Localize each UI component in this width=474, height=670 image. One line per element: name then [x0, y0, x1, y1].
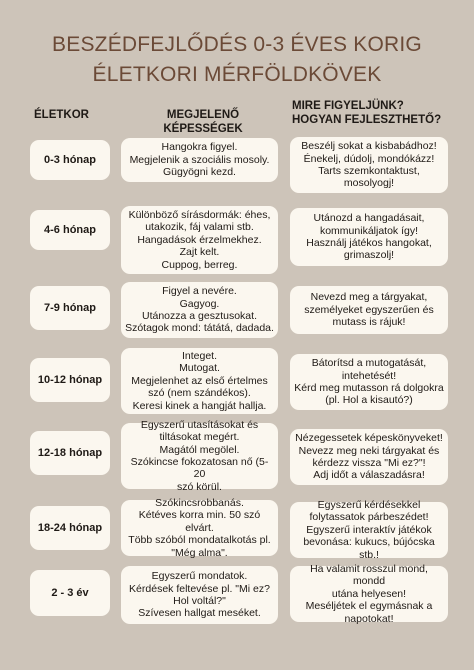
- tips-text: Nézegessetek képeskönyveket! Nevezz meg neki tárgyakat és kérdezz vissza "Mi ez?"! Adj időt a válaszadásra!: [295, 432, 443, 482]
- age-cell: [30, 140, 110, 180]
- tips-text: Ha valamit rosszul mond, mondd utána helyesen! Meséljétek el egymásnak a napotokat!: [305, 562, 433, 625]
- page-title: [0, 30, 474, 90]
- tips-text: Nevezd meg a tárgyakat, személyeket egyszerűen és mutass is rájuk!: [304, 291, 434, 329]
- header-age: ÉLETKOR: [34, 109, 89, 121]
- header-tips: MIRE FIGYELJÜNK? HOGYAN FEJLESZTHETŐ?: [292, 100, 442, 126]
- tips-cell: [290, 286, 448, 334]
- age-label: 18-24 hónap: [37, 521, 103, 534]
- age-label: 10-12 hónap: [37, 373, 103, 386]
- age-label: 0-3 hónap: [44, 153, 96, 166]
- age-label: 2 - 3 év: [51, 586, 89, 599]
- abilities-cell: [121, 496, 278, 559]
- abilities-text: Integet. Mutogat. Megjelenhet az első értelmes szó (nem szándékos). Keresi kinek a hangját hallja.: [131, 349, 268, 412]
- tips-text: Utánozd a hangadásait, kommunikáljatok így! Használj játékos hangokat, grimaszolj!: [306, 212, 432, 262]
- age-cell: [30, 286, 110, 330]
- abilities-cell: [121, 348, 278, 414]
- age-label: 12-18 hónap: [37, 446, 103, 459]
- tips-cell: [290, 562, 448, 625]
- abilities-text: Egyszerű mondatok. Kérdések feltevése pl. "Mi ez? Hol voltál?" Szívesen hallgat meséket.: [129, 570, 270, 620]
- abilities-cell: [121, 418, 278, 493]
- tips-cell: [290, 137, 448, 193]
- tips-cell: [290, 429, 448, 485]
- title-line-2: ÉLETKORI MÉRFÖLDKÖVEK: [92, 63, 382, 86]
- age-cell: [30, 506, 110, 550]
- tips-cell: [290, 208, 448, 266]
- age-cell: [30, 570, 110, 616]
- tips-cell: [290, 498, 448, 561]
- header-abilities: MEGJELENŐ KÉPESSÉGEK: [163, 109, 243, 135]
- age-label: 4-6 hónap: [44, 223, 96, 236]
- abilities-text: Egyszerű utasításokat és tiltásokat megért. Magától megölel. Szókincse fokozatosan nő (5-20 szó körül.: [130, 418, 269, 493]
- age-cell: [30, 431, 110, 475]
- abilities-text: Figyel a nevére. Gagyog. Utánozza a gesztusokat. Szótagok mond: tátátá, dadada.: [125, 285, 274, 335]
- abilities-cell: [121, 566, 278, 624]
- age-cell: [30, 210, 110, 250]
- abilities-text: Szókincsrobbanás. Kétéves korra min. 50 szó elvárt. Több szóból mondatalkotás pl. "Még alma".: [128, 496, 271, 559]
- age-label: 7-9 hónap: [44, 301, 96, 314]
- abilities-text: Hangokra figyel. Megjelenik a szociális mosoly. Gügyögni kezd.: [129, 141, 270, 179]
- abilities-cell: [121, 206, 278, 274]
- tips-text: Egyszerű kérdésekkel folytassatok párbeszédet! Egyszerű interaktív játékok bevonása: kukucs, bújócska stb.!: [303, 498, 435, 561]
- age-cell: [30, 358, 110, 402]
- tips-text: Bátorítsd a mutogatását, intehetését! Kérd meg mutasson rá dolgokra (pl. Hol a kisautó?): [294, 357, 444, 407]
- abilities-cell: [121, 282, 278, 338]
- abilities-text: Különböző sírásdormák: éhes, utakozik, fáj valami stb. Hangadások érzelmekhez. Zajt kelt. Cuppog, berreg.: [128, 208, 271, 271]
- tips-cell: [290, 354, 448, 410]
- tips-text: Beszélj sokat a kisbabádhoz! Énekelj, dúdolj, mondókázz! Tarts szemkontaktust, mosolyogj!: [301, 140, 437, 190]
- abilities-cell: [121, 138, 278, 182]
- title-line-1: BESZÉDFEJLŐDÉS 0-3 ÉVES KORIG: [52, 33, 422, 56]
